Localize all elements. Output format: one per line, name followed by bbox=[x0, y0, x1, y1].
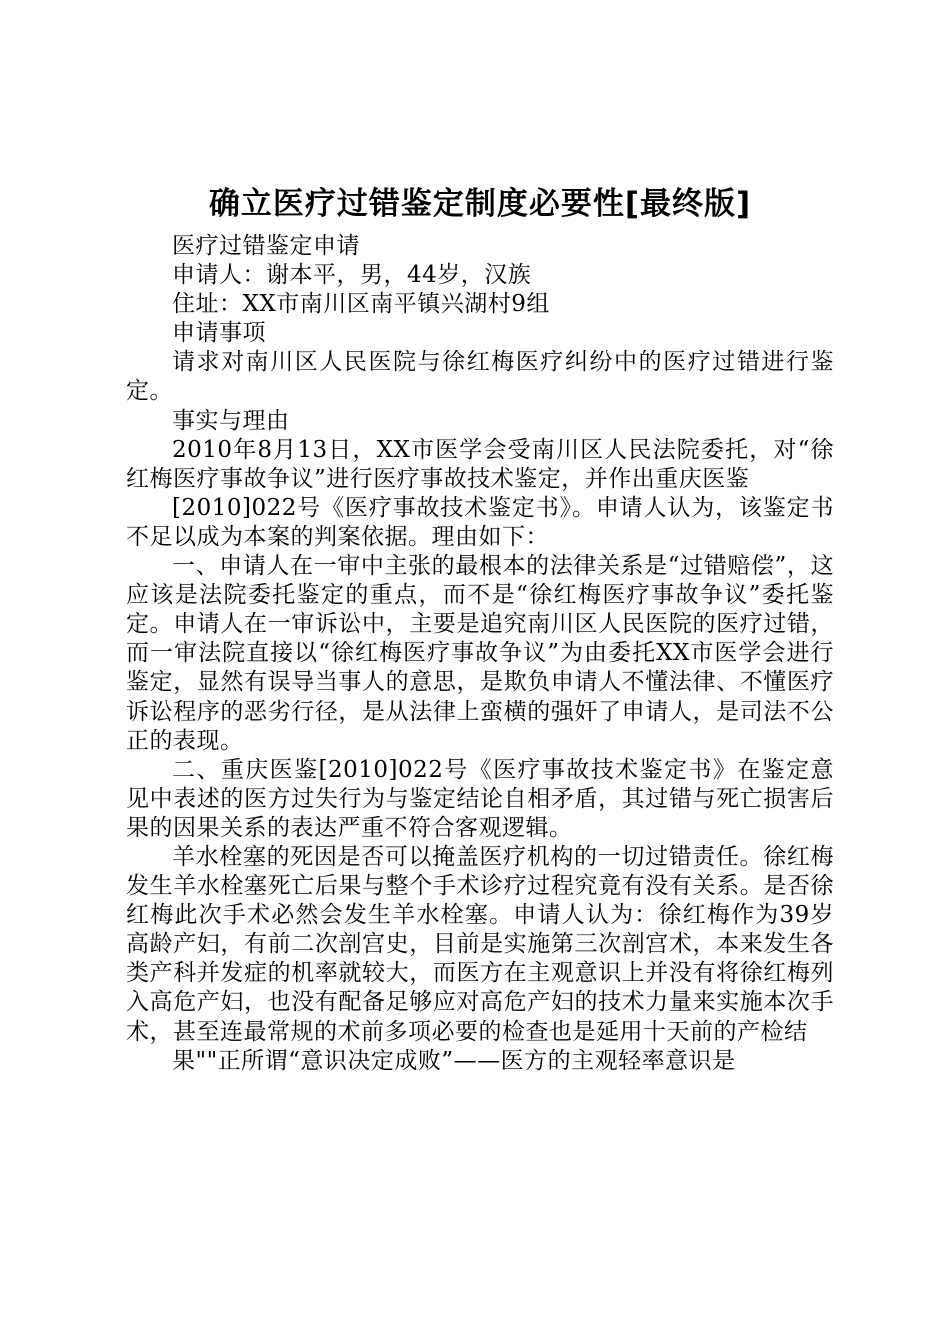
document-body bbox=[126, 182, 834, 1076]
paragraph-consciousness: 果""正所谓“意识决定成败”——医方的主观轻率意识是 bbox=[172, 1047, 736, 1074]
paragraph-appraisal-report: [2010]022号《医疗事故技术鉴定书》。申请人认为，该鉴定书不足以成为本案的判案依据。理由如下： bbox=[126, 494, 834, 550]
document-title: 确立医疗过错鉴定制度必要性[最终版] bbox=[208, 186, 752, 222]
paragraph-request-heading: 申请事项 bbox=[172, 320, 266, 347]
paragraph-request: 请求对南川区人民医院与徐红梅医疗纠纷中的医疗过错进行鉴定。 bbox=[126, 349, 834, 405]
paragraph-reason-two: 二、重庆医鉴[2010]022号《医疗事故技术鉴定书》在鉴定意见中表述的医方过失行为与鉴定结论自相矛盾，其过错与死亡损害后果的因果关系的表达严重不符合客观逻辑。 bbox=[126, 756, 834, 841]
paragraph-address: 住址：XX市南川区南平镇兴湖村9组 bbox=[172, 291, 550, 318]
paragraph-amniotic-embolism: 羊水栓塞的死因是否可以掩盖医疗机构的一切过错责任。徐红梅发生羊水栓塞死亡后果与整个手术诊疗过程究竟有没有关系。是否徐红梅此次手术必然会发生羊水栓塞。申请人认为：徐红梅作为39岁高龄产妇，有前二次剖宫史，目前是实施第三次剖宫术，本来发生各类产科并发症的机率就较大，而医方在主观意识上并没有将徐红梅列入高危产妇，也没有配备足够应对高危产妇的技术力量来实施本次手术，甚至连最常规的术前多项必要的检查也是延用十天前的产检结 bbox=[126, 843, 834, 1045]
paragraph-facts-heading: 事实与理由 bbox=[172, 407, 290, 434]
paragraph-facts-date: 2010年8月13日，XX市医学会受南川区人民法院委托，对“徐红梅医疗事故争议”进行医疗事故技术鉴定，并作出重庆医鉴 bbox=[126, 436, 834, 492]
paragraph-reason-one: 一、申请人在一审中主张的最根本的法律关系是“过错赔偿”，这应该是法院委托鉴定的重点，而不是“徐红梅医疗事故争议”委托鉴定。申请人在一审诉讼中，主要是追究南川区人民医院的医疗过错，而一审法院直接以“徐红梅医疗事故争议”为由委托XX市医学会进行鉴定，显然有误导当事人的意思，是欺负申请人不懂法律、不懂医疗诉讼程序的恶劣行径，是从法律上蛮横的强奸了申请人，是司法不公正的表现。 bbox=[126, 553, 834, 754]
paragraph-application-heading: 医疗过错鉴定申请 bbox=[172, 233, 360, 259]
paragraph-applicant: 申请人：谢本平，男，44岁，汉族 bbox=[172, 262, 532, 289]
